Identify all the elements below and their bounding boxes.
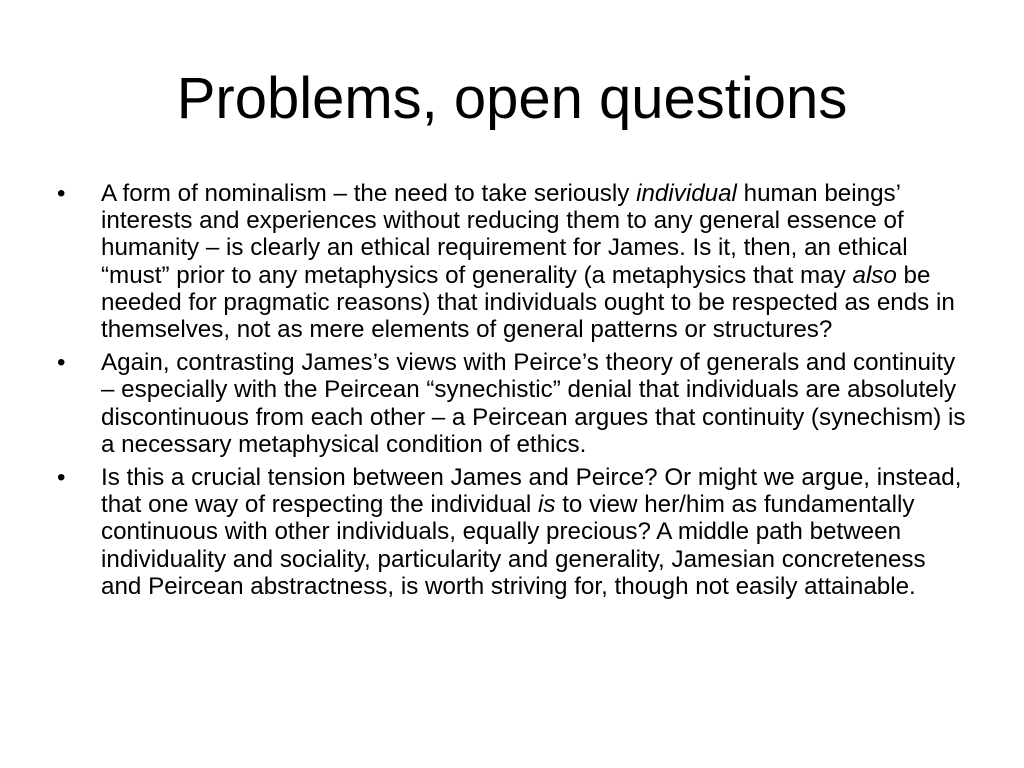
bullet-item — [56, 349, 968, 458]
slide-title: Problems, open questions — [176, 66, 848, 131]
bullet-dot-icon: • — [57, 464, 66, 492]
text-segment: to view her/him as fundamentally continuous with other individuals, equally precious? A middle path between individuality and sociality, particularity and generality, Jamesian concreteness and Peircean abstractness, is worth striving for, though not easily attainable. — [101, 491, 926, 600]
text-segment: be needed for pragmatic reasons) that individuals ought to be respected as ends in themselves, not as mere elements of general patterns or structures? — [101, 261, 955, 344]
bullet-text — [101, 464, 961, 600]
text-segment: Again, contrasting James’s views with Peirce’s theory of generals and continuity – especially with the Peircean “synechistic” denial that individuals are absolutely discontinuous from each other – a Peircean argues that continuity (synechism) is a necessary metaphysical condition of ethics. — [101, 349, 966, 458]
italic-text-segment: is — [538, 491, 556, 519]
bullet-item — [56, 464, 968, 600]
text-segment: Is this a crucial tension between James and Peirce? Or might we argue, instead, that one way of respecting the individual — [101, 464, 962, 519]
bullet-dot-icon: • — [57, 180, 66, 207]
bullet-item — [56, 180, 968, 343]
bullet-list — [56, 180, 968, 606]
bullet-dot-icon: • — [57, 349, 66, 377]
bullet-text — [101, 349, 965, 458]
text-segment: human beings’ interests and experiences without reducing them to any general essence of humanity – is clearly an ethical requirement for James. Is it, then, an ethical “must” prior to any metaphysics of generality (a metaphysics that may — [101, 180, 908, 289]
italic-text-segment: individual — [636, 180, 737, 207]
italic-text-segment: also — [852, 261, 897, 289]
text-segment: A form of nominalism – the need to take seriously — [101, 180, 637, 207]
bullet-text — [101, 180, 955, 343]
